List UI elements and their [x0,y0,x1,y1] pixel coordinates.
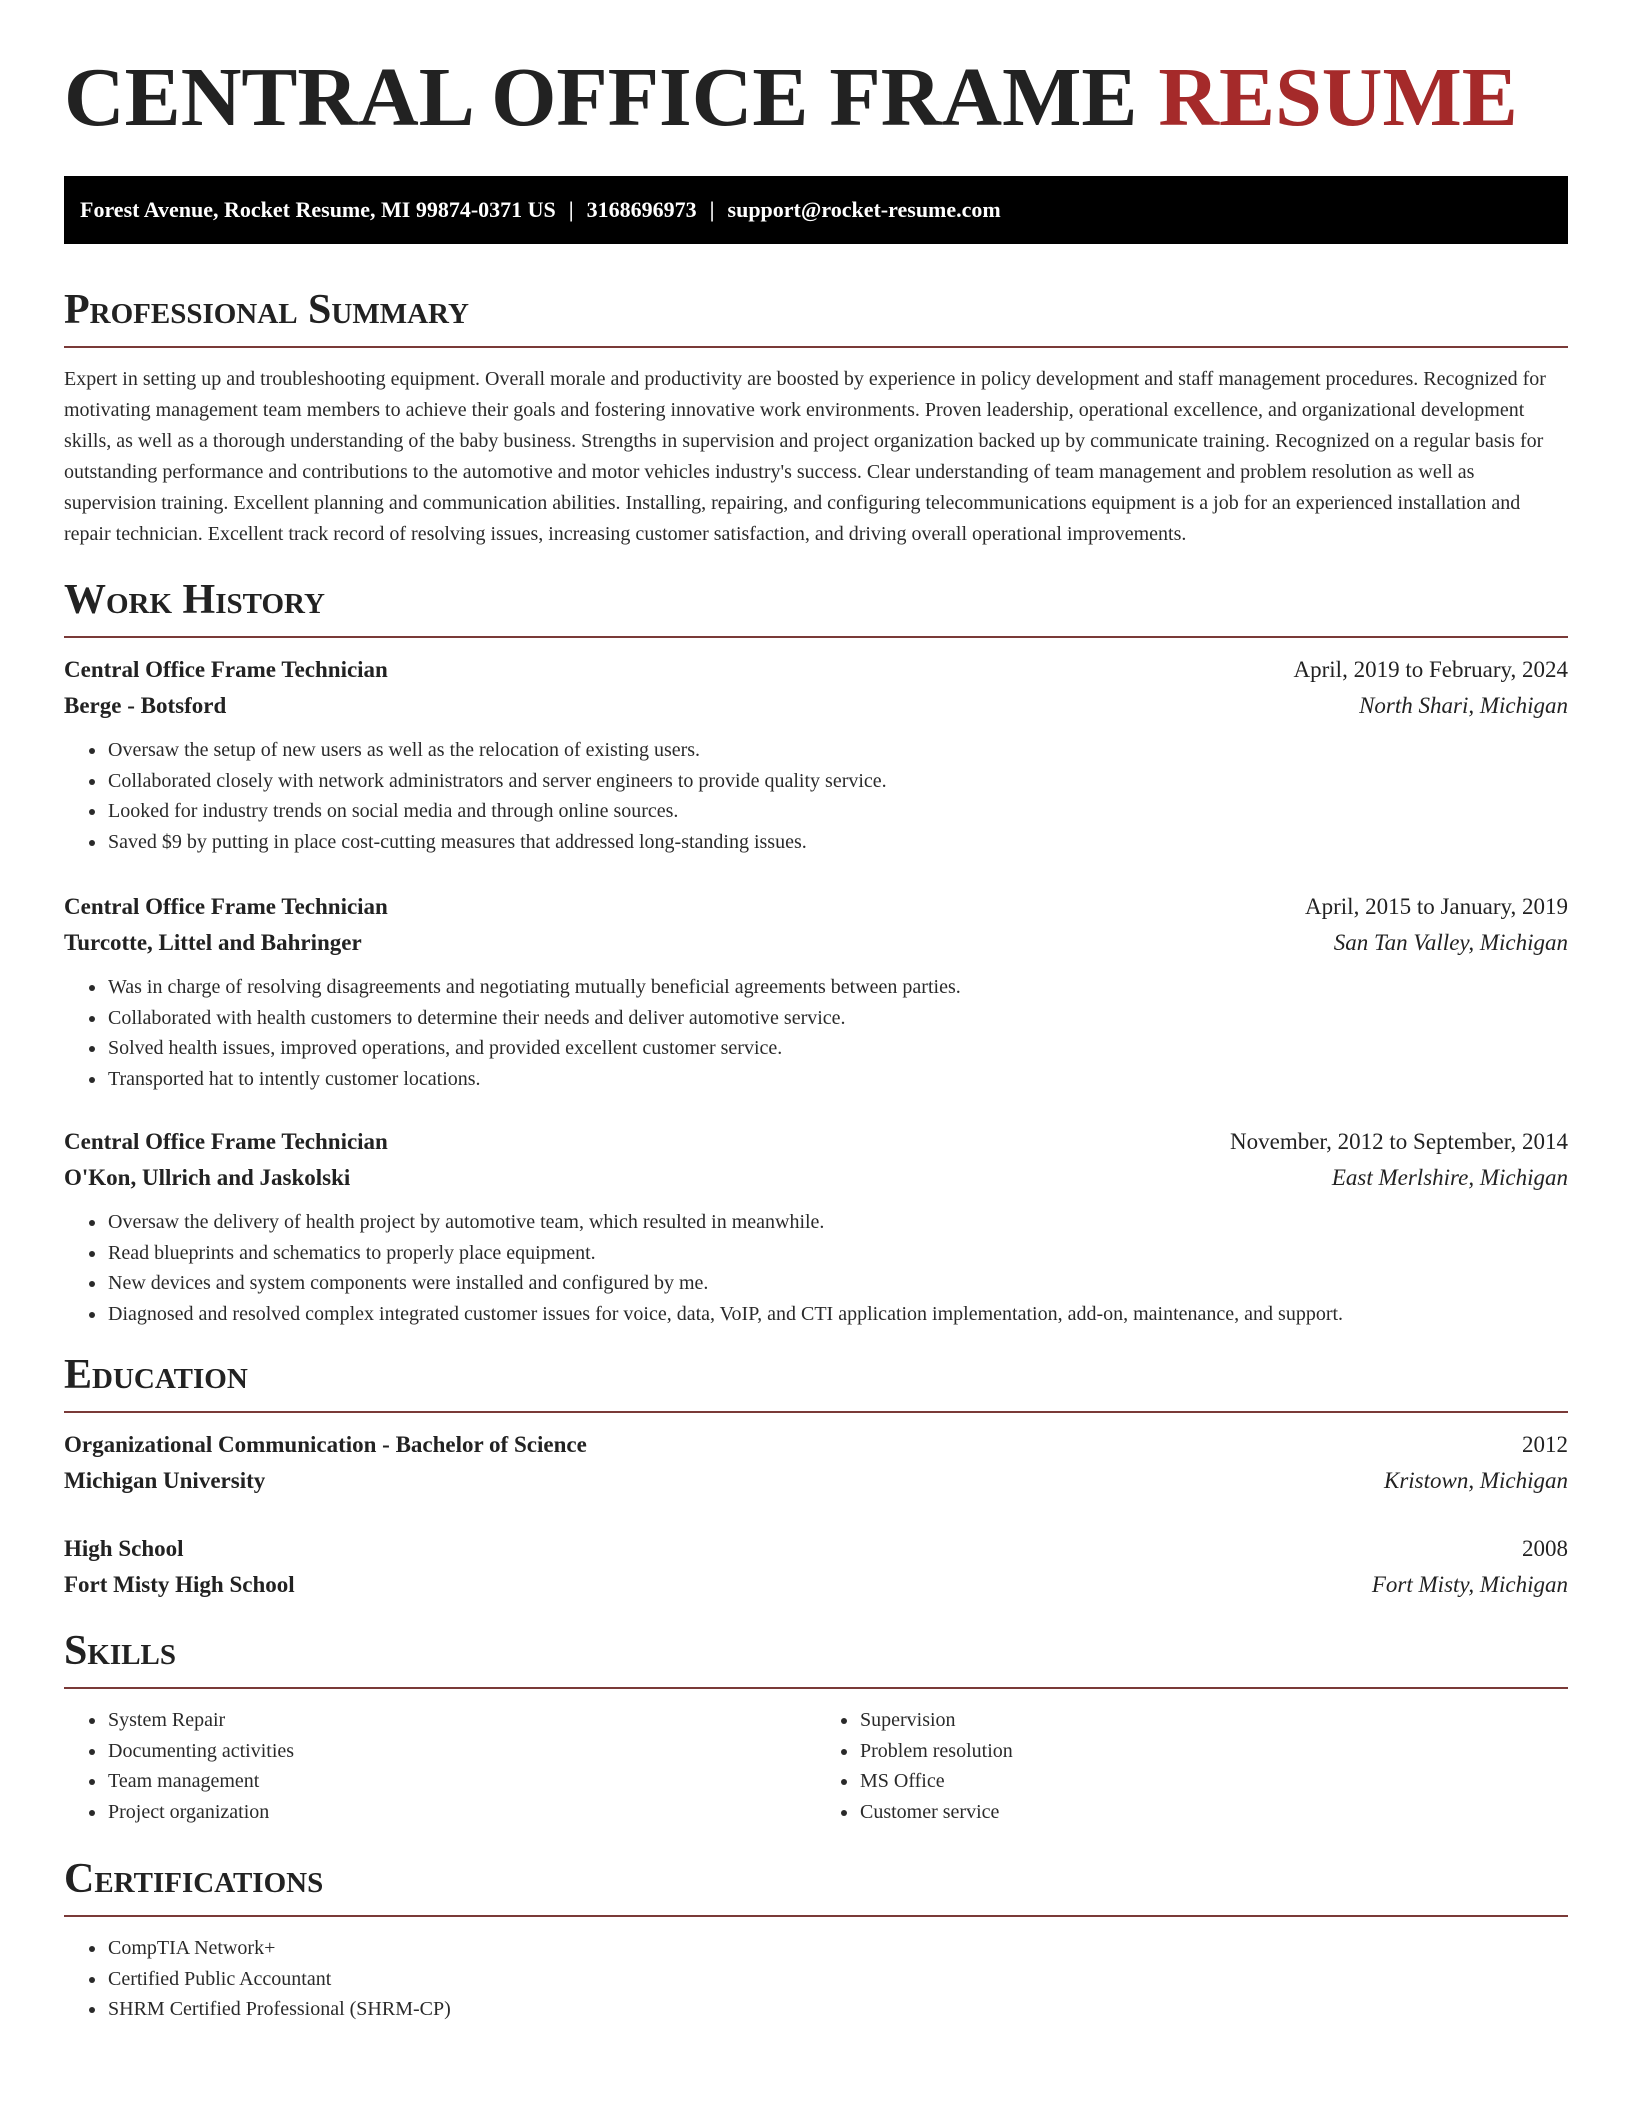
job-title: Central Office Frame Technician [64,894,388,919]
graduation-year: 2012 [1522,1432,1568,1457]
job-dates: November, 2012 to September, 2014 [1230,1129,1568,1154]
list-item: • Looked for industry trends on social media and through online sources. [107,796,1568,827]
title-main: CENTRAL OFFICE FRAME [64,51,1159,144]
work-history-section [64,576,1568,1329]
list-item: • Oversaw the delivery of health project by automotive team, which resulted in meanwhile. [107,1207,1568,1238]
certifications-list [64,1933,1568,2025]
list-item: • Documenting activities [107,1736,816,1767]
job-title: Central Office Frame Technician [64,1129,388,1154]
job-location: San Tan Valley, Michigan [1333,930,1568,955]
certifications-section [64,1855,1568,2025]
list-item: • Transported hat to intently customer locations. [107,1064,1568,1095]
list-item: • Certified Public Accountant [107,1964,1568,1995]
list-item: • Collaborated closely with network administrators and server engineers to provide quality service. [107,766,1568,797]
job-location: North Shari, Michigan [1359,693,1568,718]
list-item: • Solved health issues, improved operations, and provided excellent customer service. [107,1033,1568,1064]
education-heading: Education [64,1352,248,1398]
summary-text: Expert in setting up and troubleshooting equipment. Overall morale and productivity are boosted by experience in policy development and staff management procedures. Recognized for motivating management team members to achieve their goals and fostering innovative work environments. Proven leadership, operational excellence, and organizational development skills, as well as a thorough understanding of the baby business. Strengths in supervision and project organization backed up by communicate training. Recognized on a regular basis for outstanding performance and contributions to the automotive and motor vehicles industry's success. Clear understanding of team management and problem resolution as well as supervision training. Excellent planning and communication abilities. Installing, repairing, and configuring telecommunications equipment is a job for an experienced installation and repair technician. Excellent track record of resolving issues, increasing customer satisfaction, and driving overall operational improvements. [64,368,1546,545]
job-entry [64,652,1568,857]
job-bullets [64,1207,1568,1329]
job-title: Central Office Frame Technician [64,657,388,682]
job-dates: April, 2019 to February, 2024 [1293,657,1568,682]
company-name: O'Kon, Ullrich and Jaskolski [64,1165,351,1190]
list-item: • New devices and system components were installed and configured by me. [107,1268,1568,1299]
list-item: • Team management [107,1766,816,1797]
list-item: • Problem resolution [859,1736,1568,1767]
skills-list-right [816,1705,1568,1827]
job-dates: April, 2015 to January, 2019 [1305,894,1568,919]
resume-title [64,0,1568,144]
contact-phone: 3168696973 [586,197,697,222]
school-location: Fort Misty, Michigan [1371,1572,1568,1597]
job-bullets [64,972,1568,1094]
list-item: • SHRM Certified Professional (SHRM-CP) [107,1994,1568,2025]
work-history-heading: Work History [64,577,325,623]
contact-separator: | [709,197,715,222]
skills-list-left [64,1705,816,1827]
title-accent: RESUME [1158,51,1518,144]
degree: High School [64,1536,184,1561]
section-divider [64,346,1568,348]
job-location: East Merlshire, Michigan [1331,1165,1568,1190]
list-item: • Read blueprints and schematics to properly place equipment. [107,1238,1568,1269]
job-bullets [64,735,1568,857]
list-item: • Saved $9 by putting in place cost-cutting measures that addressed long-standing issues. [107,827,1568,858]
section-divider [64,1915,1568,1917]
education-entry [64,1531,1568,1603]
contact-address: Forest Avenue, Rocket Resume, MI 99874-0371 US [80,197,556,222]
list-item: • Project organization [107,1797,816,1828]
graduation-year: 2008 [1522,1536,1568,1561]
skills-grid [64,1705,1568,1827]
skills-heading: Skills [64,1628,177,1674]
section-divider [64,1687,1568,1689]
degree: Organizational Communication - Bachelor of Science [64,1432,587,1457]
job-entry [64,889,1568,1094]
section-divider [64,1411,1568,1413]
list-item: • CompTIA Network+ [107,1933,1568,1964]
summary-section [64,286,1568,550]
list-item: • Oversaw the setup of new users as well as the relocation of existing users. [107,735,1568,766]
school-name: Michigan University [64,1468,266,1493]
school-location: Kristown, Michigan [1383,1468,1568,1493]
company-name: Turcotte, Littel and Bahringer [64,930,362,955]
section-divider [64,636,1568,638]
certifications-heading: Certifications [64,1856,324,1902]
job-entry [64,1124,1568,1329]
education-section [64,1351,1568,1603]
contact-separator: | [568,197,574,222]
list-item: • MS Office [859,1766,1568,1797]
list-item: • Diagnosed and resolved complex integrated customer issues for voice, data, VoIP, and CTI application implementation, add-on, maintenance, and support. [107,1299,1568,1330]
school-name: Fort Misty High School [64,1572,295,1597]
summary-heading: Professional Summary [64,287,469,333]
skills-section [64,1627,1568,1827]
list-item: • Was in charge of resolving disagreements and negotiating mutually beneficial agreements between parties. [107,972,1568,1003]
resume-page [64,0,1568,2025]
list-item: • Customer service [859,1797,1568,1828]
company-name: Berge - Botsford [64,693,227,718]
contact-email: support@rocket-resume.com [727,197,1001,222]
list-item: • Collaborated with health customers to determine their needs and deliver automotive service. [107,1003,1568,1034]
contact-bar [64,176,1568,244]
list-item: • Supervision [859,1705,1568,1736]
list-item: • System Repair [107,1705,816,1736]
education-entry [64,1427,1568,1499]
